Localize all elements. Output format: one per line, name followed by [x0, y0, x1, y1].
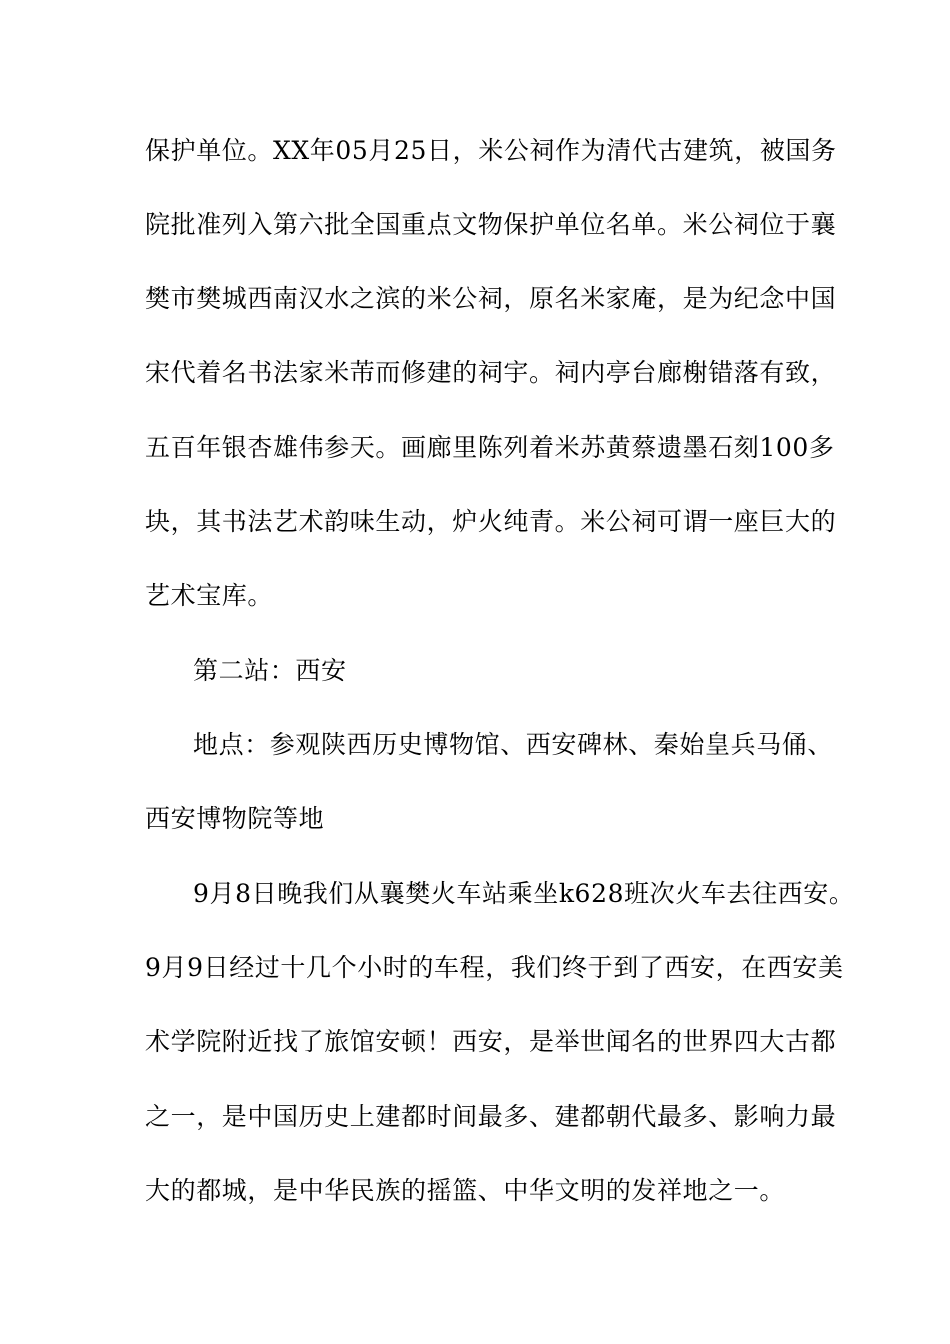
paragraph-line: 9月8日晚我们从襄樊火车站乘坐k628班次火车去往西安。: [193, 879, 855, 908]
paragraph-line: 大的都城，是中华民族的摇篮、中华文明的发祥地之一。: [145, 1176, 786, 1205]
paragraph-line: 五百年银杏雄伟参天。画廊里陈列着米苏黄蔡遗墨石刻100多: [145, 433, 835, 462]
paragraph-line: 西安博物院等地: [145, 804, 325, 833]
paragraph-line: 宋代着名书法家米芾而修建的祠宇。祠内亭台廊榭错落有致，: [145, 358, 837, 387]
paragraph-line: 之一，是中国历史上建都时间最多、建都朝代最多、影响力最: [145, 1102, 837, 1131]
paragraph-line: 术学院附近找了旅馆安顿！西安，是举世闻名的世界四大古都: [145, 1027, 837, 1056]
paragraph-line: 块，其书法艺术韵味生动，炉火纯青。米公祠可谓一座巨大的: [145, 507, 837, 536]
paragraph-line: 9月9日经过十几个小时的车程，我们终于到了西安，在西安美: [145, 953, 844, 982]
paragraph-line: 保护单位。XX年05月25日，米公祠作为清代古建筑，被国务: [145, 136, 837, 165]
section-heading: 第二站：西安: [193, 656, 347, 685]
paragraph-line: 地点：参观陕西历史博物馆、西安碑林、秦始皇兵马俑、: [193, 730, 834, 759]
paragraph-line: 院批准列入第六批全国重点文物保护单位名单。米公祠位于襄: [145, 210, 837, 239]
paragraph-line: 樊市樊城西南汉水之滨的米公祠，原名米家庵，是为纪念中国: [145, 284, 837, 313]
paragraph-line: 艺术宝库。: [145, 581, 274, 610]
